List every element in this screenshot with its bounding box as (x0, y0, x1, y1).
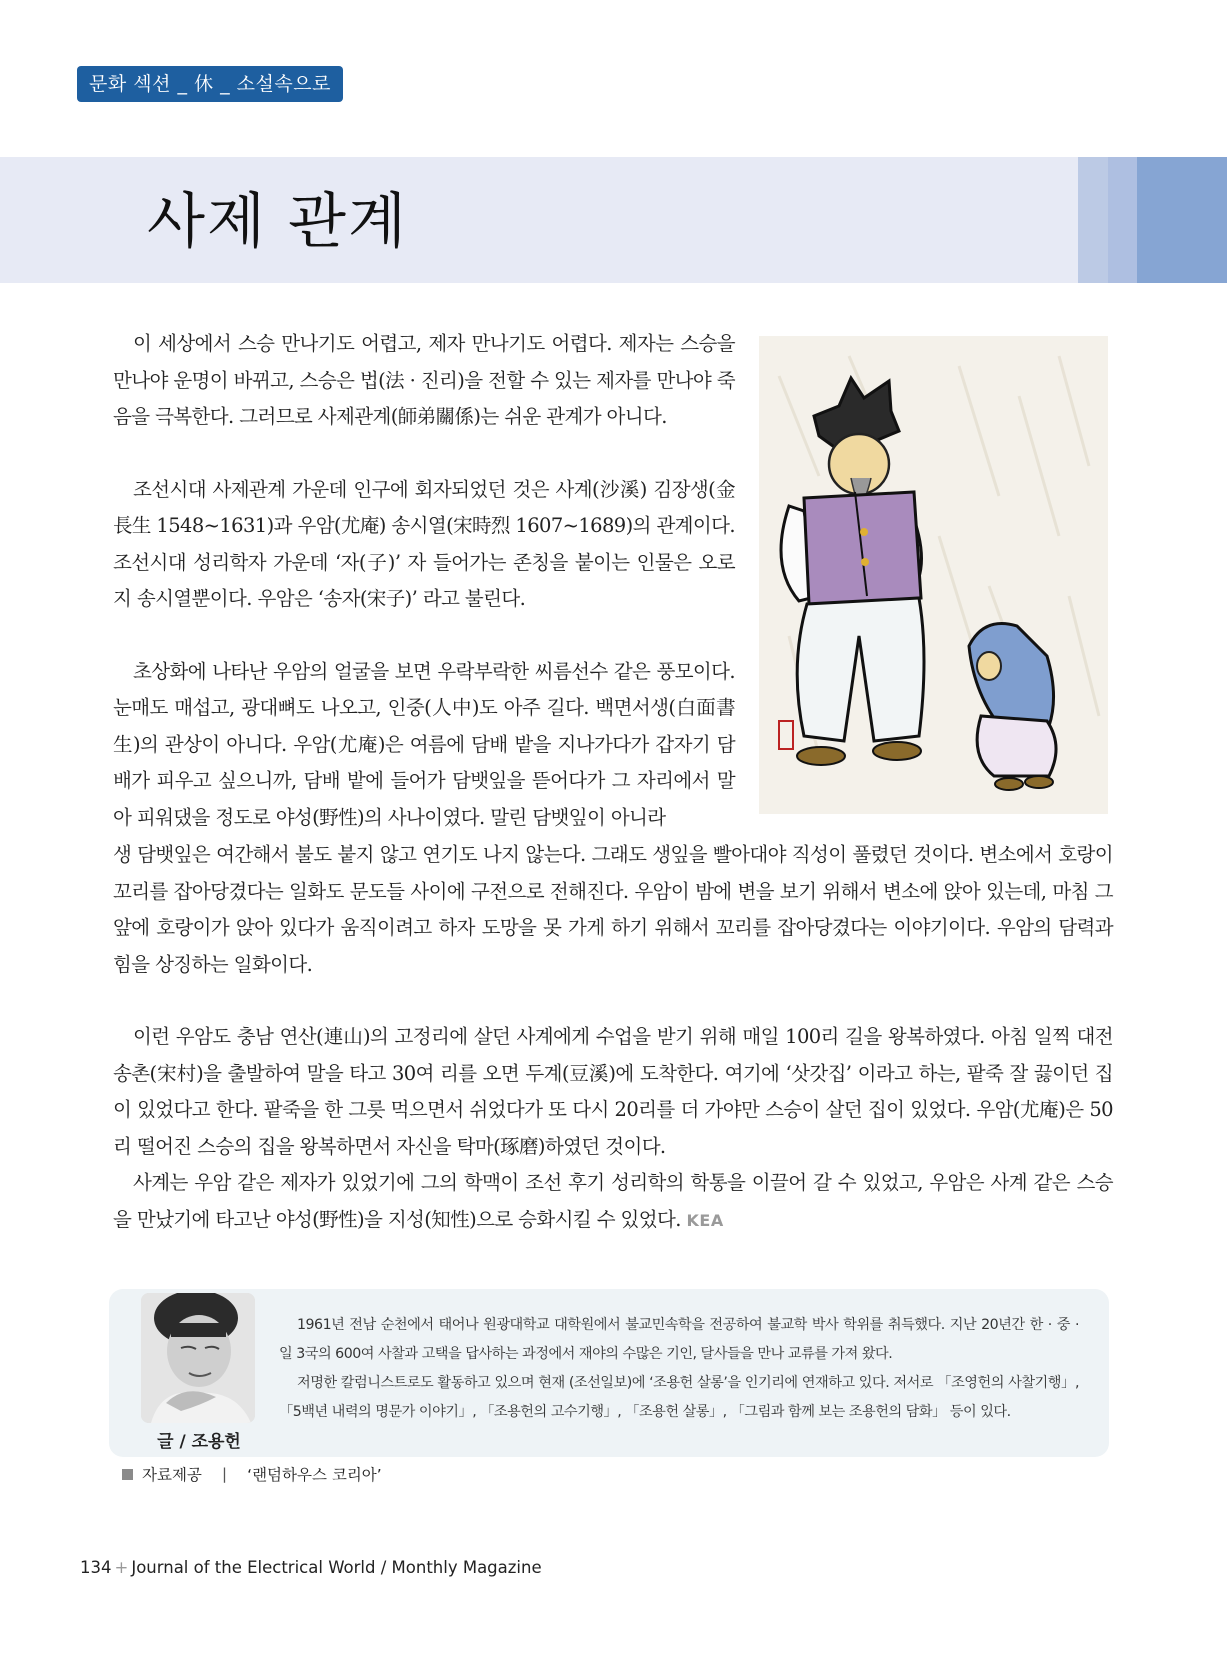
article-final-text: 사계는 우암 같은 제자가 있었기에 그의 학맥이 조선 후기 성리학의 학통을 이끌어 갈 수 있었고, 우암은 사계 같은 스승을 만났기에 타고난 야성(野性)을 지성(知性)으로 승화시킬 수 있었다. (113, 1171, 1113, 1231)
credit-separator: | (221, 1465, 228, 1483)
publication-name: Journal of the Electrical World / Monthly Magazine (131, 1558, 542, 1577)
author-bio-paragraph: 1961년 전남 순천에서 태어나 원광대학교 대학원에서 불교민속학을 전공하여 불교학 박사 학위를 취득했다. 지난 20년간 한 · 중 · 일 3국의 600여 사찰과 고택을 답사하는 과정에서 재야의 수많은 기인, 달사들을 만나 교류를 가져 왔다. (279, 1317, 1079, 1362)
article-paragraph: 이 세상에서 스승 만나기도 어렵고, 제자 만나기도 어렵다. 제자는 스승을 만나야 운명이 바뀌고, 스승은 법(法 · 진리)을 전할 수 있는 제자를 만나야 죽음을 극복한다. 그러므로 사제관계(師弟關係)는 쉬운 관계가 아니다. (113, 332, 735, 428)
article-paragraph: 생 담뱃잎은 여간해서 불도 붙지 않고 연기도 나지 않는다. 그래도 생잎을 빨아대야 직성이 풀렸던 것이다. 변소에서 호랑이 꼬리를 잡아당겼다는 일화도 문도들 사이에 구전으로 전해진다. 우암이 밤에 변을 보기 위해서 변소에 앉아 있는데, 마침 그 앞에 호랑이가 앉아 있다가 움직이려고 하자 도망을 못 가게 하기 위해서 꼬리를 잡아당겼다는 이야기이다. 우암의 담력과 힘을 상징하는 일화이다. (113, 843, 1113, 976)
credit-label: 자료제공 (142, 1466, 202, 1484)
article-paragraph: 조선시대 사제관계 가운데 인구에 회자되었던 것은 사계(沙溪) 김장생(金長生 1548~1631)과 우암(尤庵) 송시열(宋時烈 1607~1689)의 관계이다. 조선시대 성리학자 가운데 ‘자(子)’ 자 들어가는 존칭을 붙이는 인물은 오로지 송시열뿐이다. 우암은 ‘송자(宋子)’ 라고 불린다. (113, 477, 735, 610)
decorative-stripe (1137, 157, 1227, 283)
end-mark: KEA (686, 1210, 724, 1230)
article-paragraph: 이런 우암도 충남 연산(連山)의 고정리에 살던 사계에게 수업을 받기 위해 매일 100리 길을 왕복하였다. 아침 일찍 대전 송촌(宋村)을 출발하여 말을 타고 30여 리를 오면 두계(豆溪)에 도착한다. 여기에 ‘삿갓집’ 이라고 하는, 팥죽 잘 끓이던 집이 있었다고 한다. 팥죽을 한 그릇 먹으면서 쉬었다가 또 다시 20리를 더 가야만 스승이 살던 집이 있었다. 우암(尤庵)은 50리 떨어진 스승의 집을 왕복하면서 자신을 탁마(琢磨)하였던 것이다. (113, 1025, 1113, 1158)
article-paragraph: 초상화에 나타난 우암의 얼굴을 보면 우락부락한 씨름선수 같은 풍모이다. 눈매도 매섭고, 광대뼈도 나오고, 인중(人中)도 아주 길다. 백면서생(白面書生)의 관상이 아니다. 우암(尤庵)은 여름에 담배 밭을 지나가다가 갑자기 담배가 피우고 싶으니까, 담배 밭에 들어가 담뱃잎을 뜯어다가 그 자리에서 말아 피워댔을 정도로 야성(野性)의 사나이였다. 말린 담뱃잎이 아니라 (113, 659, 735, 829)
title-band (0, 157, 1227, 283)
section-badge: 문화 섹션 _ 休 _ 소설속으로 (77, 66, 343, 102)
credit-source: ‘랜덤하우스 코리아’ (247, 1466, 382, 1484)
author-box (109, 1289, 1109, 1457)
scholar-and-student-painting-icon (759, 336, 1108, 814)
decorative-stripe (1108, 157, 1137, 283)
decorative-stripe (1078, 157, 1108, 283)
page-title: 사제 관계 (147, 187, 408, 257)
plus-icon: + (114, 1558, 129, 1577)
page-footer (80, 1558, 542, 1577)
article-paragraph-final (113, 1165, 1113, 1239)
author-bio (279, 1311, 1079, 1427)
square-bullet-icon (122, 1469, 133, 1480)
article-column-narrow (113, 326, 735, 836)
author-bio-paragraph: 저명한 칼럼니스트로도 활동하고 있으며 현재 (조선일보)에 ‘조용헌 살롱’을 인기리에 연재하고 있다. 저서로 「조영헌의 사찰기행」, 「5백년 내력의 명문가 이야기」, 「조용헌의 고수기행」, 「조용헌 살롱」, 「그림과 함께 보는 조용헌의 담화」 등이 있다. (279, 1375, 1079, 1420)
article-column-wide (113, 837, 1113, 1239)
author-name: 글 / 조용헌 (157, 1432, 241, 1452)
page-number: 134 (80, 1558, 112, 1577)
author-portrait-icon (141, 1293, 255, 1423)
author-photo (141, 1293, 255, 1423)
image-credit (122, 1463, 382, 1485)
article-illustration (759, 336, 1108, 814)
